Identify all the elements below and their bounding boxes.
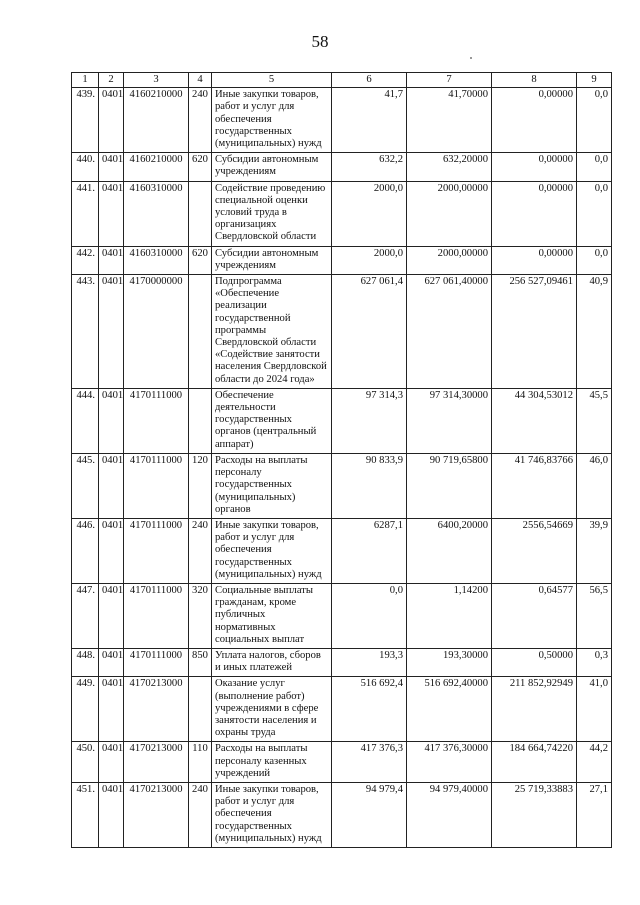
execution-percent: 0,0 bbox=[577, 246, 612, 274]
execution-percent: 56,5 bbox=[577, 583, 612, 648]
row-number: 442. bbox=[72, 246, 99, 274]
column-header: 9 bbox=[577, 73, 612, 88]
budget-table bbox=[71, 72, 612, 848]
executed-amount: 2556,54669 bbox=[492, 518, 577, 583]
table-row bbox=[72, 648, 612, 676]
expense-type-code bbox=[189, 677, 212, 742]
target-code: 4170213000 bbox=[124, 742, 189, 783]
table-row bbox=[72, 677, 612, 742]
table-row bbox=[72, 153, 612, 181]
executed-amount: 256 527,09461 bbox=[492, 275, 577, 389]
expense-type-code bbox=[189, 275, 212, 389]
execution-percent: 41,0 bbox=[577, 677, 612, 742]
plan-amount: 516 692,4 bbox=[332, 677, 407, 742]
executed-amount: 211 852,92949 bbox=[492, 677, 577, 742]
execution-percent: 0,3 bbox=[577, 648, 612, 676]
section-code: 0401 bbox=[99, 88, 124, 153]
plan-amount: 2000,0 bbox=[332, 246, 407, 274]
executed-amount: 0,00000 bbox=[492, 88, 577, 153]
expense-type-code: 120 bbox=[189, 453, 212, 518]
section-code: 0401 bbox=[99, 181, 124, 246]
execution-percent: 44,2 bbox=[577, 742, 612, 783]
target-code: 4170000000 bbox=[124, 275, 189, 389]
expense-type-code: 620 bbox=[189, 246, 212, 274]
execution-percent: 0,0 bbox=[577, 153, 612, 181]
approved-amount: 516 692,40000 bbox=[407, 677, 492, 742]
section-code: 0401 bbox=[99, 742, 124, 783]
section-code: 0401 bbox=[99, 677, 124, 742]
row-number: 441. bbox=[72, 181, 99, 246]
table-row bbox=[72, 388, 612, 453]
approved-amount: 417 376,30000 bbox=[407, 742, 492, 783]
plan-amount: 0,0 bbox=[332, 583, 407, 648]
target-code: 4160210000 bbox=[124, 153, 189, 181]
target-code: 4170111000 bbox=[124, 453, 189, 518]
item-name: Иные закупки товаров, работ и услуг для обеспечения государственных (муниципальных) нужд bbox=[212, 88, 332, 153]
approved-amount: 1,14200 bbox=[407, 583, 492, 648]
expense-type-code: 240 bbox=[189, 88, 212, 153]
item-name: Социальные выплаты гражданам, кроме публичных нормативных социальных выплат bbox=[212, 583, 332, 648]
item-name: Иные закупки товаров, работ и услуг для обеспечения государственных (муниципальных) нужд bbox=[212, 518, 332, 583]
executed-amount: 184 664,74220 bbox=[492, 742, 577, 783]
table-row bbox=[72, 181, 612, 246]
execution-percent: 46,0 bbox=[577, 453, 612, 518]
approved-amount: 2000,00000 bbox=[407, 181, 492, 246]
item-name: Расходы на выплаты персоналу казенных учреждений bbox=[212, 742, 332, 783]
row-number: 451. bbox=[72, 782, 99, 847]
target-code: 4170213000 bbox=[124, 677, 189, 742]
expense-type-code: 240 bbox=[189, 782, 212, 847]
target-code: 4160310000 bbox=[124, 181, 189, 246]
approved-amount: 627 061,40000 bbox=[407, 275, 492, 389]
execution-percent: 40,9 bbox=[577, 275, 612, 389]
target-code: 4170111000 bbox=[124, 583, 189, 648]
executed-amount: 0,00000 bbox=[492, 153, 577, 181]
target-code: 4170111000 bbox=[124, 388, 189, 453]
plan-amount: 417 376,3 bbox=[332, 742, 407, 783]
section-code: 0401 bbox=[99, 782, 124, 847]
executed-amount: 0,64577 bbox=[492, 583, 577, 648]
plan-amount: 94 979,4 bbox=[332, 782, 407, 847]
executed-amount: 41 746,83766 bbox=[492, 453, 577, 518]
row-number: 439. bbox=[72, 88, 99, 153]
item-name: Уплата налогов, сборов и иных платежей bbox=[212, 648, 332, 676]
table-row bbox=[72, 275, 612, 389]
row-number: 447. bbox=[72, 583, 99, 648]
approved-amount: 632,20000 bbox=[407, 153, 492, 181]
executed-amount: 0,50000 bbox=[492, 648, 577, 676]
section-code: 0401 bbox=[99, 246, 124, 274]
column-header: 6 bbox=[332, 73, 407, 88]
item-name: Иные закупки товаров, работ и услуг для обеспечения государственных (муниципальных) нужд bbox=[212, 782, 332, 847]
execution-percent: 27,1 bbox=[577, 782, 612, 847]
plan-amount: 41,7 bbox=[332, 88, 407, 153]
header-row bbox=[72, 73, 612, 88]
column-header: 4 bbox=[189, 73, 212, 88]
row-number: 443. bbox=[72, 275, 99, 389]
row-number: 449. bbox=[72, 677, 99, 742]
expense-type-code bbox=[189, 388, 212, 453]
item-name: Субсидии автономным учреждениям bbox=[212, 246, 332, 274]
executed-amount: 25 719,33883 bbox=[492, 782, 577, 847]
approved-amount: 41,70000 bbox=[407, 88, 492, 153]
execution-percent: 0,0 bbox=[577, 88, 612, 153]
table-row bbox=[72, 583, 612, 648]
expense-type-code: 320 bbox=[189, 583, 212, 648]
expense-type-code: 240 bbox=[189, 518, 212, 583]
approved-amount: 94 979,40000 bbox=[407, 782, 492, 847]
table-body bbox=[72, 88, 612, 848]
execution-percent: 39,9 bbox=[577, 518, 612, 583]
expense-type-code: 850 bbox=[189, 648, 212, 676]
section-code: 0401 bbox=[99, 583, 124, 648]
section-code: 0401 bbox=[99, 648, 124, 676]
row-number: 445. bbox=[72, 453, 99, 518]
row-number: 450. bbox=[72, 742, 99, 783]
row-number: 448. bbox=[72, 648, 99, 676]
target-code: 4160210000 bbox=[124, 88, 189, 153]
section-code: 0401 bbox=[99, 388, 124, 453]
plan-amount: 6287,1 bbox=[332, 518, 407, 583]
plan-amount: 632,2 bbox=[332, 153, 407, 181]
column-header: 3 bbox=[124, 73, 189, 88]
execution-percent: 45,5 bbox=[577, 388, 612, 453]
executed-amount: 0,00000 bbox=[492, 246, 577, 274]
item-name: Оказание услуг (выполнение работ) учреждениями в сфере занятости населения и охраны труда bbox=[212, 677, 332, 742]
section-code: 0401 bbox=[99, 518, 124, 583]
column-header: 5 bbox=[212, 73, 332, 88]
approved-amount: 6400,20000 bbox=[407, 518, 492, 583]
scan-speck bbox=[470, 57, 472, 59]
row-number: 444. bbox=[72, 388, 99, 453]
item-name: Содействие проведению специальной оценки условий труда в организациях Свердловской области bbox=[212, 181, 332, 246]
expense-type-code bbox=[189, 181, 212, 246]
table-row bbox=[72, 518, 612, 583]
item-name: Обеспечение деятельности государственных органов (центральный аппарат) bbox=[212, 388, 332, 453]
section-code: 0401 bbox=[99, 153, 124, 181]
item-name: Подпрограмма «Обеспечение реализации государственной программы Свердловской области «Содействие занятости населения Свердловской области до 2024 года» bbox=[212, 275, 332, 389]
item-name: Расходы на выплаты персоналу государственных (муниципальных) органов bbox=[212, 453, 332, 518]
plan-amount: 627 061,4 bbox=[332, 275, 407, 389]
column-header: 8 bbox=[492, 73, 577, 88]
table-row bbox=[72, 782, 612, 847]
expense-type-code: 110 bbox=[189, 742, 212, 783]
row-number: 446. bbox=[72, 518, 99, 583]
target-code: 4160310000 bbox=[124, 246, 189, 274]
execution-percent: 0,0 bbox=[577, 181, 612, 246]
approved-amount: 193,30000 bbox=[407, 648, 492, 676]
plan-amount: 97 314,3 bbox=[332, 388, 407, 453]
executed-amount: 44 304,53012 bbox=[492, 388, 577, 453]
row-number: 440. bbox=[72, 153, 99, 181]
approved-amount: 97 314,30000 bbox=[407, 388, 492, 453]
table-row bbox=[72, 742, 612, 783]
target-code: 4170111000 bbox=[124, 648, 189, 676]
page-number: 58 bbox=[311, 32, 329, 51]
target-code: 4170111000 bbox=[124, 518, 189, 583]
table-row bbox=[72, 453, 612, 518]
item-name: Субсидии автономным учреждениям bbox=[212, 153, 332, 181]
column-header: 2 bbox=[99, 73, 124, 88]
plan-amount: 2000,0 bbox=[332, 181, 407, 246]
expense-type-code: 620 bbox=[189, 153, 212, 181]
approved-amount: 2000,00000 bbox=[407, 246, 492, 274]
executed-amount: 0,00000 bbox=[492, 181, 577, 246]
section-code: 0401 bbox=[99, 453, 124, 518]
approved-amount: 90 719,65800 bbox=[407, 453, 492, 518]
section-code: 0401 bbox=[99, 275, 124, 389]
plan-amount: 90 833,9 bbox=[332, 453, 407, 518]
table-row bbox=[72, 88, 612, 153]
table-row bbox=[72, 246, 612, 274]
column-header: 7 bbox=[407, 73, 492, 88]
target-code: 4170213000 bbox=[124, 782, 189, 847]
column-header: 1 bbox=[72, 73, 99, 88]
plan-amount: 193,3 bbox=[332, 648, 407, 676]
